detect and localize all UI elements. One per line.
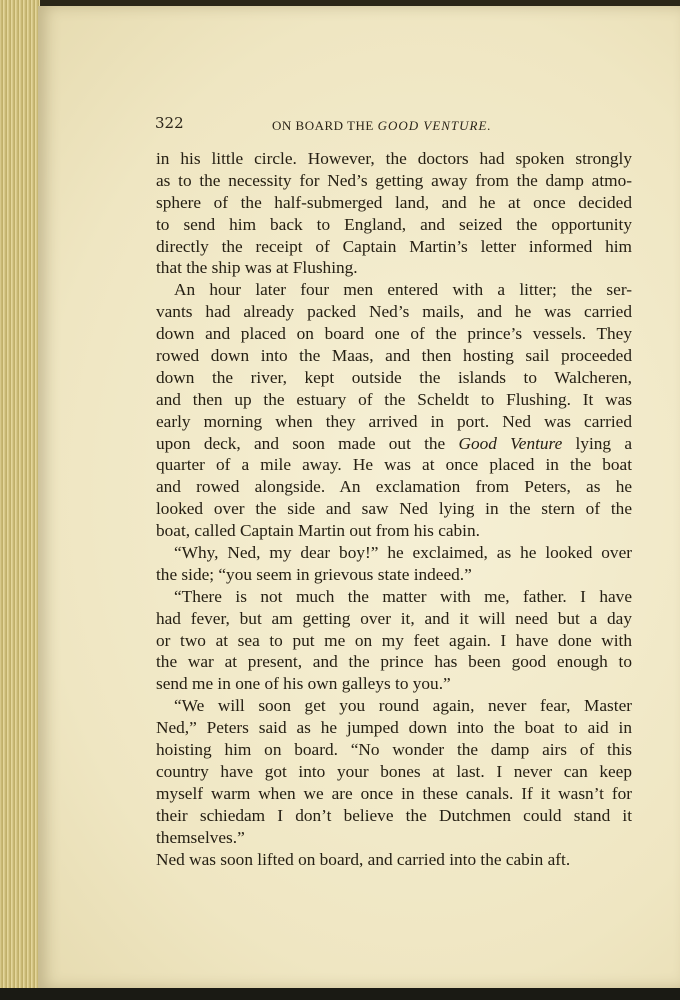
text-line: down the river, kept outside the islands to Walcheren, [156,367,632,387]
running-head-title: GOOD VENTURE. [377,118,492,133]
text-line: their schiedam I don’t believe the Dutchmen could stand it [156,805,632,825]
text-line: in his little circle. However, the doctors had spoken strongly [156,149,632,168]
text-line: hoisting him on board. “No wonder the damp airs of this [156,740,632,760]
text-line: early morning when they arrived in port. Ned was carried [156,411,632,431]
text-line: and then up the estuary of the Scheldt to Flushing. It was [156,389,632,409]
text-line: “Why, Ned, my dear boy!” he exclaimed, as he looked over [174,543,632,563]
text-line: send me in one of his own galleys to you.” [156,674,451,694]
text-line: upon deck, and soon made out the Good Venture lying a [156,433,632,453]
text-line: or two at sea to put me on my feet again. I have done with [156,630,632,650]
text-line: and rowed alongside. An exclamation from Peters, as he [156,477,632,497]
text-line: Ned was soon lifted on board, and carried into the cabin aft. [156,849,571,869]
text-line: myself warm when we are once in these canals. If it wasn’t for [156,783,632,803]
text-line: quarter of a mile away. He was at once placed in the boat [156,455,632,475]
text-line: the side; “you seem in grievous state indeed.” [156,564,472,584]
text-line: Ned,” Peters said as he jumped down into the boat to aid in [156,718,632,738]
running-head-prefix: ON BOARD THE [272,118,378,133]
text-line: down and placed on board one of the prince’s vessels. They [156,324,632,344]
text-line: had fever, but am getting over it, and it will need but a day [156,608,632,628]
text-line: directly the receipt of Captain Martin’s letter informed him [156,236,632,256]
text-line: sphere of the half-submerged land, and he at once decided [156,192,632,212]
text-line: country have got into your bones at last. I never can keep [156,761,632,781]
text-line: looked over the side and saw Ned lying in the stern of the [156,499,632,519]
text-line: vants had already packed Ned’s mails, and he was carried [156,302,632,322]
page-edges [0,0,40,990]
text-line: themselves.” [156,827,245,847]
bottom-shadow [0,988,680,1000]
text-line: rowed down into the Maas, and then hosting sail proceeded [156,346,632,366]
text-line: “There is not much the matter with me, father. I have [174,586,632,606]
text-line: that the ship was at Flushing. [156,258,358,278]
page-number: 322 [155,114,184,132]
ship-name: Good Venture [458,433,563,453]
body-text [156,148,632,870]
text-line: boat, called Captain Martin out from his cabin. [156,521,480,541]
text-line: “We will soon get you round again, never fear, Master [174,696,632,716]
text-line: the war at present, and the prince has been good enough to [156,652,632,672]
running-head [272,118,492,134]
text-line: to send him back to England, and seized the opportunity [156,214,632,234]
text-line: as to the necessity for Ned’s getting away from the damp atmo- [156,170,632,190]
text-line: An hour later four men entered with a litter; the ser- [174,280,632,300]
